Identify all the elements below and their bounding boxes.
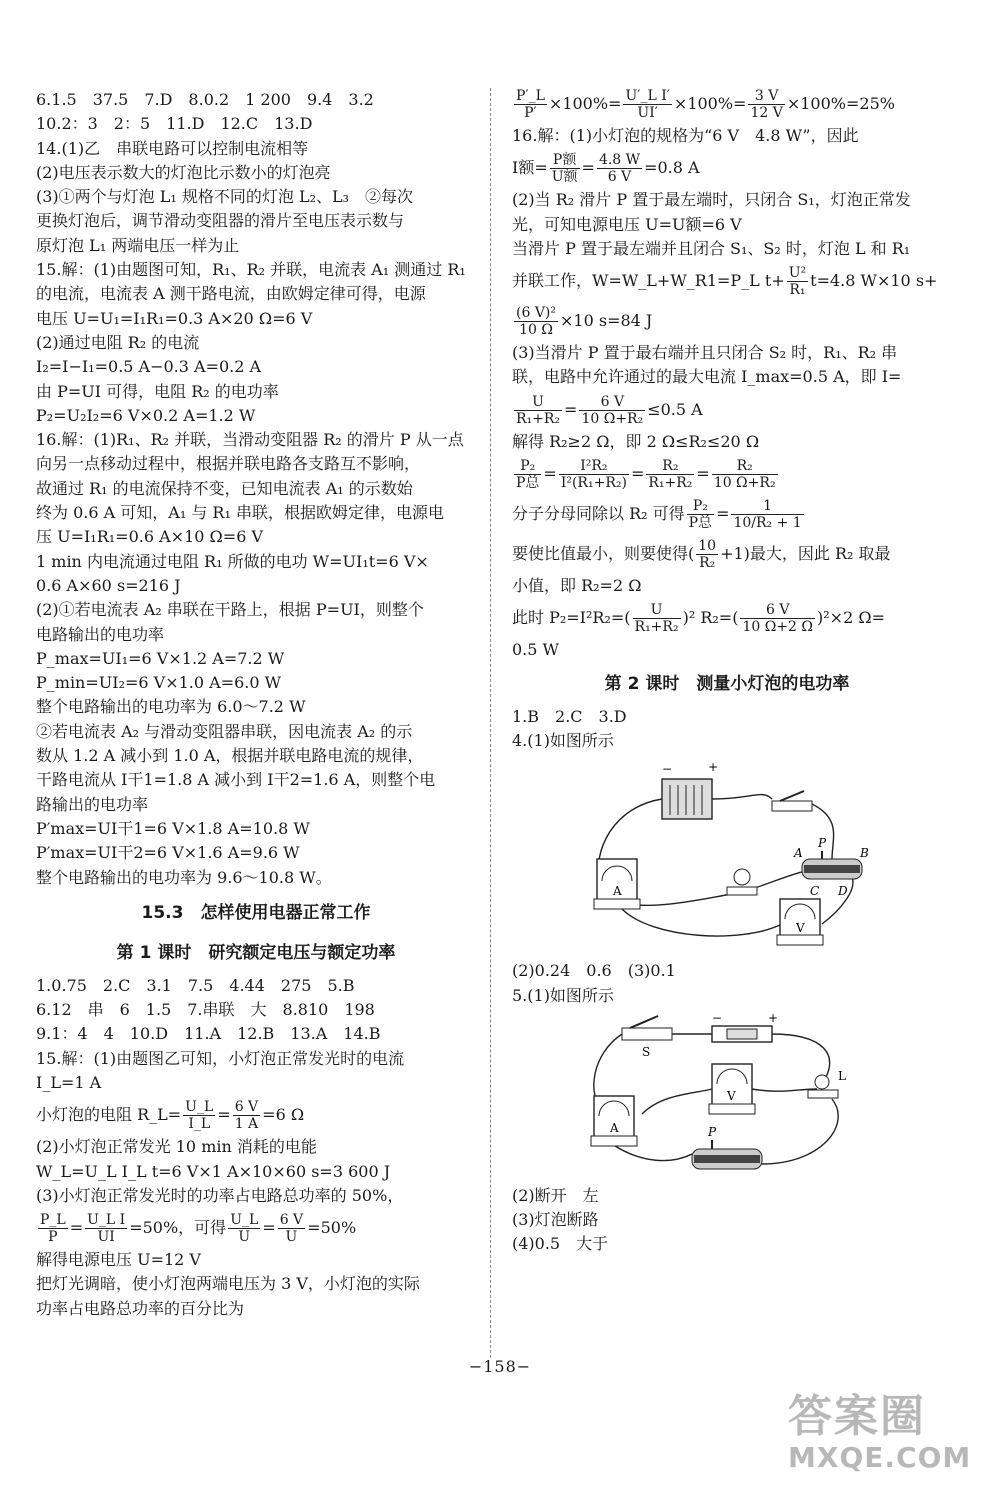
- formula-text: =6 Ω: [262, 1105, 305, 1125]
- right-lines-g: [512, 959, 942, 1008]
- denominator: I_L: [188, 1116, 211, 1133]
- formula-text: =: [696, 464, 710, 484]
- fraction: [787, 265, 808, 298]
- text-line: 1 min 内电流通过电阻 R₁ 所做的电功 W=UI₁t=6 V×: [36, 551, 429, 571]
- numerator: P_L: [40, 1212, 66, 1229]
- minimize-formula: [512, 534, 942, 574]
- text-line: (2)当 R₂ 滑片 P 置于最左端时，只闭合 S₁，灯泡正常发: [512, 190, 911, 210]
- formula-text: 此时 P₂=I²R₂=(: [512, 608, 631, 628]
- denominator: R₁: [789, 282, 806, 299]
- denominator: P: [48, 1229, 58, 1246]
- fraction: [731, 498, 803, 531]
- rheostat-d-label: D: [838, 884, 848, 899]
- text-line: 10.2：3 2：5 11.D 12.C 13.D: [36, 114, 313, 134]
- formula-text: =: [581, 158, 595, 178]
- right-lines-d: [512, 574, 942, 598]
- denominator: UI: [97, 1229, 115, 1246]
- text-line: (3)灯泡断路: [512, 1210, 599, 1230]
- text-line: P′max=UI干1=6 V×1.8 A=10.8 W: [36, 818, 310, 838]
- lamp: [808, 1075, 838, 1098]
- text-line: 16.解：(1)小灯泡的规格为“6 V 4.8 W”，因此: [512, 126, 859, 145]
- fraction: [597, 152, 642, 185]
- fraction: [633, 602, 681, 635]
- numerator: 6 V: [740, 602, 815, 619]
- wire: [762, 1099, 838, 1164]
- formula-text: =50%: [307, 1218, 357, 1238]
- left-column: [36, 88, 476, 1321]
- battery-minus-label: −: [712, 1013, 723, 1025]
- formula-text: 分子分母同除以 R₂ 可得: [512, 504, 685, 524]
- text-line: 干路电流从 I干1=1.8 A 减小到 I干2=1.6 A，则整个电: [36, 770, 436, 790]
- fraction: [233, 1099, 260, 1132]
- ammeter-label: A: [610, 1120, 619, 1135]
- fraction: [514, 458, 541, 491]
- denominator: I²(R₁+R₂): [560, 475, 627, 492]
- numerator: 4.8 W: [598, 152, 641, 169]
- text-line: 终为 0.6 A 可知，A₁ 与 R₁ 串联，根据欧姆定律，电源电: [36, 503, 444, 523]
- text-line: (3)小灯泡正常发光时的功率占电路总功率的 50%，: [36, 1185, 404, 1205]
- watermark-title: 答案圈: [788, 1391, 926, 1442]
- fraction: [38, 1212, 68, 1245]
- circuit-diagram-2: [582, 1014, 872, 1174]
- fraction: [696, 538, 718, 571]
- numerator: U_L I: [87, 1212, 126, 1229]
- formula-text: =0.8 A: [644, 158, 700, 178]
- formula-text: =: [543, 464, 557, 484]
- denominator: P总: [688, 515, 713, 532]
- text-line: W_L=U_L I_L t=6 V×1 A×10×60 s=3 600 J: [36, 1161, 391, 1181]
- right-lines-a: [512, 124, 942, 148]
- wire: [622, 909, 782, 936]
- text-line: 原灯泡 L₁ 两端电压一样为止: [36, 235, 240, 255]
- formula-text: 小灯泡的电阻 R_L=: [36, 1105, 182, 1125]
- work-formula: [512, 261, 942, 301]
- denominator: R₁+R₂: [648, 475, 693, 492]
- text-line: 4.(1)如图所示: [512, 730, 614, 750]
- fraction: [514, 88, 547, 121]
- denominator: 6 V: [607, 169, 632, 186]
- wire: [642, 1089, 712, 1114]
- numerator: U_L: [230, 1212, 259, 1229]
- text-line: 向另一点移动过程中，根据并联电路各支路互不影响，: [36, 454, 421, 474]
- numerator: R₂: [646, 458, 694, 475]
- formula-text: =: [69, 1218, 84, 1238]
- watermark-url: MXQE.COM: [788, 1441, 972, 1474]
- denominator: 10 Ω+R₂: [713, 475, 776, 492]
- battery-plus-label: +: [768, 1013, 779, 1025]
- numerator: (6 V)²: [516, 305, 557, 322]
- denominator: 10 Ω+R₂: [581, 410, 644, 427]
- fraction: [559, 458, 629, 491]
- watermark-logo: [788, 1392, 988, 1482]
- fraction: [550, 152, 580, 185]
- fraction: [579, 394, 645, 427]
- left-lines-b: [36, 974, 476, 1095]
- text-line: 当滑片 P 置于最左端并且闭合 S₁、S₂ 时，灯泡 L 和 R₁: [512, 238, 911, 258]
- rheostat-b-label: B: [860, 846, 869, 861]
- circuit-figure-1: [582, 759, 942, 953]
- text-line: P₂=U₂I₂=6 V×0.2 A=1.2 W: [36, 405, 256, 425]
- left-lines-a: [36, 88, 476, 890]
- text-line: 电压 U=U₁=I₁R₁=0.3 A×20 Ω=6 V: [36, 308, 313, 328]
- formula-text: =: [217, 1105, 231, 1125]
- formula-text: =: [564, 399, 578, 419]
- text-line: 1.B 2.C 3.D: [512, 706, 627, 726]
- current-inequality-formula: [512, 390, 942, 430]
- text-line: (2)①若电流表 A₂ 串联在干路上，根据 P=UI，则整个: [36, 600, 424, 620]
- formula-text: ×100%=: [673, 94, 747, 113]
- numerator: 6 V: [279, 1212, 304, 1229]
- denominator: U: [238, 1229, 251, 1246]
- fraction: [712, 458, 778, 491]
- text-line: P_min=UI₂=6 V×1.0 A=6.0 W: [36, 673, 282, 693]
- numerator: U_L: [185, 1099, 214, 1116]
- text-line: 路输出的电功率: [36, 794, 149, 814]
- circuit-diagram-1: [582, 759, 872, 949]
- fraction: [646, 458, 694, 491]
- denominator: 10/R₂ + 1: [733, 515, 802, 532]
- formula-text: I额=: [512, 158, 548, 178]
- text-line: 整个电路输出的电功率为 6.0～7.2 W: [36, 697, 306, 717]
- text-line: 0.5 W: [512, 640, 559, 660]
- formula-text: ≤0.5 A: [647, 399, 703, 419]
- formula-text: =: [716, 504, 730, 524]
- right-lines-f: [512, 705, 942, 754]
- text-line: 的电流，电流表 A 测干路电流，由欧姆定律可得，电源: [36, 284, 426, 304]
- text-line: 1.0.75 2.C 3.1 7.5 4.44 275 5.B: [36, 975, 355, 995]
- lamp: [727, 869, 757, 895]
- switch: [772, 791, 812, 811]
- right-lines-h: [512, 1184, 942, 1257]
- r2-range-line: 解得 R₂≥2 Ω，即 2 Ω≤R₂≤20 Ω: [512, 431, 760, 451]
- page-number: −158−: [468, 1357, 532, 1376]
- formula-text: +1)最大，因此 R₂ 取最: [720, 544, 891, 564]
- formula-text: =: [630, 464, 645, 484]
- numerator: 1: [731, 498, 803, 515]
- denominator: U额: [551, 169, 578, 186]
- text-line: 15.解：(1)由题图可知，R₁、R₂ 并联，电流表 A₁ 测通过 R₁: [36, 260, 466, 280]
- text-line: P′max=UI干2=6 V×1.6 A=9.6 W: [36, 843, 300, 863]
- numerator: P′_L: [516, 88, 545, 104]
- fraction: [623, 88, 671, 121]
- switch: [622, 1016, 672, 1040]
- numerator: U: [514, 394, 562, 411]
- formula-text: =50%，可得: [129, 1218, 227, 1238]
- switch-label: S: [642, 1044, 651, 1059]
- numerator: P₂: [514, 458, 541, 475]
- text-line: 故通过 R₁ 的电流保持不变，已知电流表 A₁ 的示数始: [36, 478, 413, 498]
- numerator: U′_L I′: [625, 88, 670, 104]
- denominator: 10 Ω: [519, 322, 553, 339]
- denominator: R₂: [699, 555, 716, 572]
- text-line: 数从 1.2 A 减小到 1.0 A，根据并联电路电流的规律，: [36, 746, 424, 766]
- text-line: (3)当滑片 P 置于最右端并且只闭合 S₂ 时，R₁、R₂ 串: [512, 343, 898, 363]
- lesson-1-title: 第 1 课时 研究额定电压与额定功率: [116, 942, 396, 963]
- denominator: UI′: [637, 105, 658, 121]
- text-line: 把灯光调暗，使小灯泡两端电压为 3 V，小灯泡的实际: [36, 1274, 420, 1294]
- voltmeter-label: V: [727, 1088, 736, 1103]
- text-line: (2)通过电阻 R₂ 的电流: [36, 332, 200, 352]
- denominator: U: [285, 1229, 298, 1246]
- circuit-figure-2: [582, 1014, 942, 1178]
- lesson-2-title: 第 2 课时 测量小灯泡的电功率: [604, 673, 850, 694]
- rated-current-formula: [512, 148, 942, 188]
- text-line: 整个电路输出的电功率为 9.6～10.8 W。: [36, 867, 332, 887]
- numerator: U²: [788, 265, 807, 282]
- formula-text: ×10 s=84 J: [560, 311, 653, 331]
- text-line: 15.解：(1)由题图乙可知，小灯泡正常发光时的电流: [36, 1048, 405, 1068]
- numerator: P额: [550, 152, 580, 169]
- power-ratio-chain-formula: [512, 454, 942, 494]
- wire: [812, 804, 834, 859]
- numerator: I²R₂: [559, 458, 629, 475]
- right-lines-c: [512, 341, 942, 390]
- denominator: P总: [516, 475, 540, 492]
- lamp-label: L: [838, 1068, 846, 1083]
- rheostat-p-label: P: [818, 836, 827, 851]
- formula-text: )²×2 Ω=: [817, 608, 886, 628]
- section-title: 15.3 怎样使用电器正常工作: [141, 902, 371, 923]
- text-line: 6.12 串 6 1.5 7.串联 大 8.810 198: [36, 1000, 375, 1020]
- text-line: 14.(1)乙 串联电路可以控制电流相等: [36, 138, 309, 158]
- wire: [752, 1089, 817, 1091]
- right-lines-b: [512, 188, 942, 261]
- voltmeter-label: V: [796, 921, 805, 936]
- text-line: I₂=I−I₁=0.5 A−0.3 A=0.2 A: [36, 357, 262, 377]
- ammeter-label: A: [613, 884, 622, 899]
- power-ratio-formula: [36, 1208, 476, 1248]
- formula-text: 并联工作，W=W_L+W_R1=P_L t+: [512, 271, 785, 291]
- text-line: 压 U=I₁R₁=0.6 A×10 Ω=6 V: [36, 527, 264, 547]
- text-line: P_max=UI₁=6 V×1.2 A=7.2 W: [36, 648, 285, 668]
- text-line: (2)断开 左: [512, 1185, 599, 1205]
- fraction: [278, 1212, 305, 1245]
- numerator: 10: [698, 538, 717, 555]
- text-line: 功率占电路总功率的百分比为: [36, 1298, 245, 1318]
- percentage-formula: [512, 84, 942, 124]
- formula-text: 要使比值最小，则要使得(: [512, 544, 695, 564]
- fraction: [228, 1212, 260, 1245]
- text-line: 更换灯泡后，调节滑动变阻器的滑片至电压表示数与: [36, 211, 405, 231]
- denominator: 10 Ω+2 Ω: [742, 619, 814, 636]
- right-column: [512, 84, 942, 1257]
- numerator: 6 V: [579, 394, 645, 411]
- rheostat-a-label: A: [794, 846, 803, 861]
- divide-formula: [512, 494, 942, 534]
- battery-minus-label: −: [662, 762, 673, 777]
- text-line: 由 P=UI 可得，电阻 R₂ 的电功率: [36, 381, 279, 401]
- text-line: (3)①两个与灯泡 L₁ 规格不同的灯泡 L₂、L₃ ②每次: [36, 187, 414, 207]
- text-line: 0.6 A×60 s=216 J: [36, 575, 181, 595]
- left-lines-d: [36, 1248, 476, 1321]
- battery-plus-label: +: [708, 760, 719, 775]
- numerator: 3 V: [748, 88, 784, 105]
- text-line: 6.1.5 37.5 7.D 8.0.2 1 200 9.4 3.2: [36, 90, 374, 109]
- right-lines-e: [512, 638, 942, 662]
- fraction: [740, 602, 815, 635]
- final-power-formula: [512, 598, 942, 638]
- battery: [712, 1026, 772, 1042]
- fraction: [85, 1212, 127, 1245]
- bulb-resistance-formula: [36, 1095, 476, 1135]
- text-line: (2)0.24 0.6 (3)0.1: [512, 961, 676, 981]
- fraction: [514, 305, 558, 338]
- text-line: (2)小灯泡正常发光 10 min 消耗的电能: [36, 1137, 317, 1157]
- formula-text: ×100%=: [548, 94, 622, 113]
- fraction: [748, 88, 784, 121]
- left-lines-c: [36, 1135, 476, 1208]
- fraction: [514, 394, 562, 427]
- text-line: 光，可知电源电压 U=U额=6 V: [512, 214, 742, 234]
- numerator: 6 V: [234, 1099, 259, 1116]
- text-line: 9.1：4 4 10.D 11.A 12.B 13.A 14.B: [36, 1024, 381, 1044]
- work-formula-continued: [512, 301, 942, 341]
- text-line: 5.(1)如图所示: [512, 985, 614, 1005]
- column-divider: [490, 88, 492, 1358]
- text-line: 电路输出的电功率: [36, 624, 165, 644]
- numerator: U: [633, 602, 681, 619]
- text-line: (2)电压表示数大的灯泡比示数小的灯泡亮: [36, 162, 331, 182]
- battery: [662, 779, 712, 819]
- numerator: P₂: [687, 498, 714, 515]
- denominator: R₁+R₂: [634, 619, 679, 636]
- text-line: I_L=1 A: [36, 1072, 102, 1092]
- fraction: [687, 498, 714, 531]
- text-line: (4)0.5 大于: [512, 1234, 609, 1254]
- text-line: ②若电流表 A₂ 与滑动变阻器串联，因电流表 A₂ 的示: [36, 721, 413, 741]
- denominator: P′: [524, 105, 537, 121]
- wire: [712, 795, 772, 799]
- denominator: 12 V: [750, 105, 783, 121]
- formula-text: t=4.8 W×10 s+: [810, 271, 938, 291]
- text-line: 联，电路中允许通过的最大电流 I_max=0.5 A，即 I=: [512, 367, 902, 387]
- denominator: 1 A: [234, 1116, 259, 1133]
- formula-text: )² R₂=(: [682, 608, 739, 628]
- rheostat-p-label: P: [708, 1124, 717, 1139]
- text-line: 16.解：(1)R₁、R₂ 并联，当滑动变阻器 R₂ 的滑片 P 从一点: [36, 430, 464, 450]
- fraction: [183, 1099, 215, 1132]
- text-line: 解得电源电压 U=12 V: [36, 1250, 201, 1270]
- formula-text: =: [262, 1218, 276, 1238]
- text-line: 小值，即 R₂=2 Ω: [512, 576, 642, 596]
- denominator: R₁+R₂: [516, 410, 561, 427]
- formula-text: ×100%=25%: [786, 94, 895, 113]
- rheostat-c-label: C: [810, 884, 820, 899]
- numerator: R₂: [712, 458, 778, 475]
- rheostat: [692, 1140, 762, 1169]
